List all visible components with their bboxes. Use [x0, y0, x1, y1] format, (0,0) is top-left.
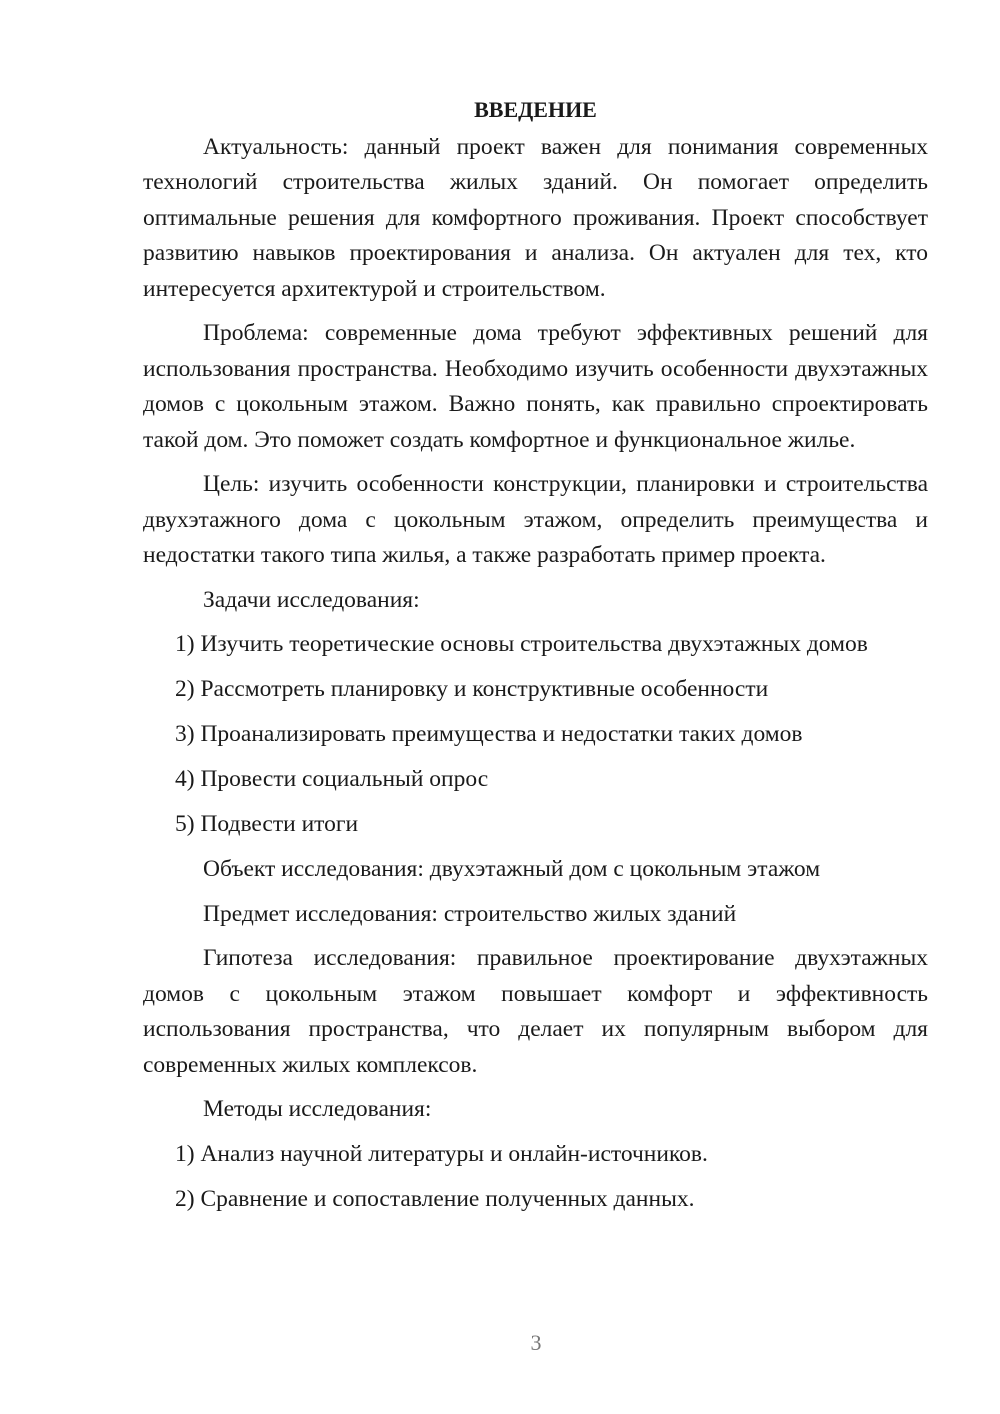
- list-item: 1) Изучить теоретические основы строительства двухэтажных домов: [175, 631, 868, 657]
- list-item: 1) Анализ научной литературы и онлайн-источников.: [175, 1140, 708, 1167]
- object-paragraph: Объект исследования: двухэтажный дом с цокольным этажом: [203, 856, 821, 882]
- problem-paragraph: Проблема: современные дома требуют эффективных решений для использования пространства. Необходимо изучить особенности двухэтажных домов с цокольным этажом. Важно понять, как правильно спроектировать такой дом. Это поможет создать комфортное и функциональное жилье.: [143, 320, 928, 453]
- subject-paragraph: Предмет исследования: строительство жилых зданий: [203, 900, 737, 927]
- tasks-list: [143, 627, 928, 843]
- methods-list: [143, 1137, 928, 1218]
- list-item: 4) Провести социальный опрос: [175, 766, 489, 792]
- methods-label: Методы исследования:: [203, 1096, 432, 1122]
- goal-paragraph: Цель: изучить особенности конструкции, планировки и строительства двухэтажного дома с цокольным этажом, определить преимущества и недостатки такого типа жилья, а также разработать пример проекта.: [143, 471, 928, 568]
- page-number: 3: [530, 1330, 542, 1355]
- list-item: 3) Проанализировать преимущества и недостатки таких домов: [175, 721, 803, 747]
- tasks-label: Задачи исследования:: [203, 586, 420, 613]
- document-page: [143, 92, 928, 1227]
- list-item: 5) Подвести итоги: [175, 811, 359, 837]
- list-item: 2) Рассмотреть планировку и конструктивные особенности: [175, 676, 769, 702]
- hypothesis-paragraph: Гипотеза исследования: правильное проектирование двухэтажных домов с цокольным этажом повышает комфорт и эффективность использования пространства, что делает их популярным выбором для современных жилых комплексов.: [143, 945, 928, 1078]
- page-title: ВВЕДЕНИЕ: [474, 97, 597, 122]
- relevance-paragraph: Актуальность: данный проект важен для понимания современных технологий строительства жилых зданий. Он помогает определить оптимальные решения для комфортного проживания. Проект способствует развитию навыков проектирования и анализа. Он актуален для тех, кто интересуется архитектурой и строительством.: [143, 133, 928, 302]
- list-item: 2) Сравнение и сопоставление полученных данных.: [175, 1185, 695, 1212]
